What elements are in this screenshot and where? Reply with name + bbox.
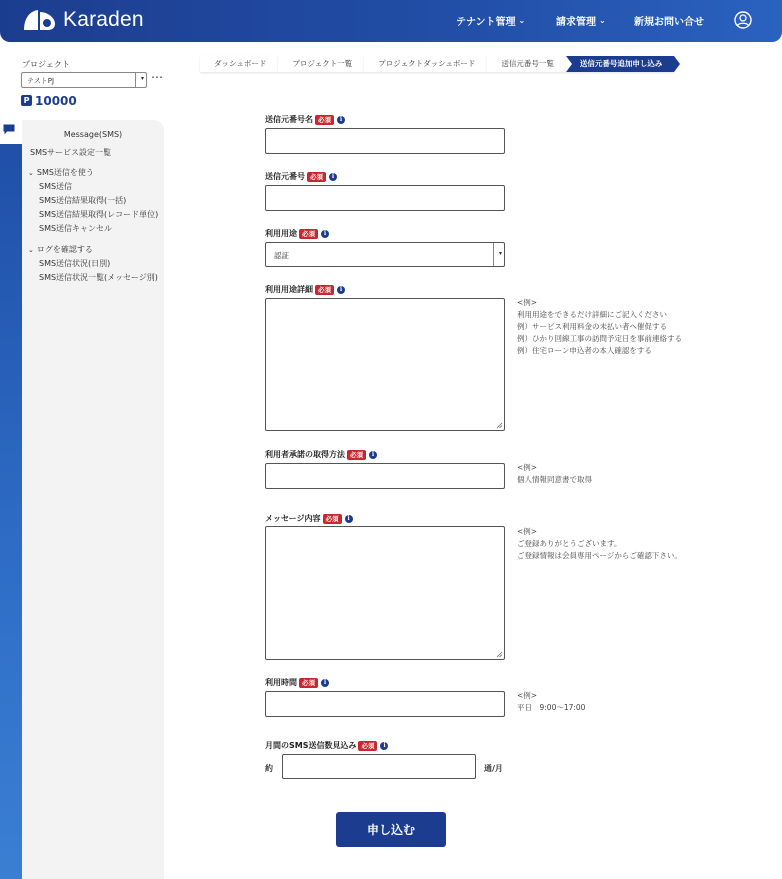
sender-number-label (265, 171, 337, 182)
info-icon[interactable]: i (337, 116, 345, 124)
field-label: 利用用途詳細 (265, 285, 313, 294)
select-divider (493, 243, 494, 266)
karaden-logo[interactable] (22, 8, 144, 32)
monthly-volume-prefix: 約 (265, 764, 273, 773)
chevron-down-icon: ⌄ (28, 169, 34, 177)
nav-label: 新規お問い合せ (634, 17, 704, 28)
menu-sms-send[interactable]: SMS送信 (39, 182, 73, 191)
breadcrumb-project-dashboard[interactable]: プロジェクトダッシュボード (364, 56, 487, 72)
example-line: ご登録ありがとうございます。 (517, 539, 622, 548)
project-select[interactable] (21, 72, 147, 88)
left-icon-strip (0, 120, 22, 879)
example-line: 例）住宅ローン申込者の本人確認をする (517, 346, 652, 355)
required-badge: 必須 (347, 450, 366, 460)
usage-time-label (265, 677, 329, 688)
purpose-detail-example (517, 297, 682, 357)
example-line: <例> (517, 298, 538, 307)
menu-sms-result-bulk[interactable]: SMS送信結果取得(一括) (39, 196, 127, 205)
field-label: 利用時間 (265, 678, 297, 687)
consent-method-example (517, 462, 592, 486)
example-line: 利用用途をできるだけ詳細にご記入ください (517, 310, 667, 319)
nav-label: テナント管理 (456, 17, 516, 28)
required-badge: 必須 (315, 115, 334, 125)
caret-down-icon: ▾ (498, 250, 502, 257)
field-label: 利用者承諾の取得方法 (265, 450, 345, 459)
project-select-value: テストPJ (27, 77, 55, 85)
side-menu (22, 120, 164, 879)
consent-method-label (265, 449, 377, 460)
purpose-detail-label (265, 284, 345, 295)
nav-new-inquiry[interactable] (634, 13, 704, 28)
message-example (517, 526, 682, 562)
purpose-select-value: 認証 (274, 251, 289, 260)
menu-sms-result-record[interactable]: SMS送信結果取得(レコード単位) (39, 210, 159, 219)
example-line: 例）ひかり回線工事の訪問予定日を事前連絡する (517, 334, 682, 343)
example-line: <例> (517, 463, 538, 472)
point-icon: P (21, 95, 32, 106)
point-balance: 10000 (35, 94, 77, 108)
field-label: 利用用途 (265, 229, 297, 238)
monthly-volume-input[interactable] (282, 754, 476, 779)
sender-name-input[interactable] (265, 128, 505, 154)
example-line: <例> (517, 527, 538, 536)
menu-sms-status-by-message[interactable]: SMS送信状況一覧(メッセージ別) (39, 273, 158, 282)
example-line: 平日 9:00〜17:00 (517, 703, 586, 712)
chevron-down-icon: ⌄ (28, 246, 34, 254)
sender-number-input[interactable] (265, 185, 505, 211)
menu-group-label: SMS送信を使う (36, 168, 94, 177)
field-label: 月間のSMS送信数見込み (265, 741, 357, 750)
field-label: 送信元番号名 (265, 115, 313, 124)
project-label: プロジェクト (22, 60, 70, 69)
menu-sms-cancel[interactable]: SMS送信キャンセル (39, 224, 113, 233)
example-line: ご登録情報は会員専用ページからご確認下さい。 (517, 551, 682, 560)
info-icon[interactable]: i (369, 451, 377, 459)
monthly-volume-unit: 通/月 (484, 764, 503, 773)
nav-billing-management[interactable] (556, 13, 606, 28)
top-header (0, 0, 782, 42)
message-label (265, 513, 353, 524)
required-badge: 必須 (358, 741, 377, 751)
nav-label: 請求管理 (556, 17, 596, 28)
info-icon[interactable]: i (345, 515, 353, 523)
monthly-volume-label (265, 740, 388, 751)
breadcrumb-project-list[interactable]: プロジェクト一覧 (278, 56, 364, 72)
menu-group-use-sms[interactable] (28, 167, 94, 178)
message-textarea[interactable] (265, 526, 505, 660)
field-label: 送信元番号 (265, 172, 305, 181)
project-more-button[interactable]: ⋯ (151, 70, 164, 84)
breadcrumb-sender-number-list[interactable]: 送信元番号一覧 (487, 56, 566, 72)
usage-time-input[interactable] (265, 691, 505, 717)
required-badge: 必須 (299, 229, 318, 239)
select-divider (135, 73, 136, 87)
submit-button[interactable]: 申し込む (336, 812, 446, 847)
required-badge: 必須 (299, 678, 318, 688)
karaden-logo-icon (22, 8, 58, 32)
consent-method-input[interactable] (265, 463, 505, 489)
purpose-label (265, 228, 329, 239)
usage-time-example (517, 690, 585, 714)
menu-group-label: ログを確認する (36, 245, 93, 254)
side-menu-title: Message(SMS) (63, 130, 123, 139)
info-icon[interactable]: i (321, 230, 329, 238)
field-label: メッセージ内容 (265, 514, 321, 523)
nav-tenant-management[interactable] (456, 13, 525, 28)
info-icon[interactable]: i (337, 286, 345, 294)
required-badge: 必須 (315, 285, 334, 295)
user-circle-icon[interactable] (734, 11, 752, 29)
chevron-down-icon: ⌄ (599, 16, 606, 25)
logo-text: Karaden (63, 8, 144, 31)
breadcrumb (200, 56, 674, 72)
menu-group-check-logs[interactable] (28, 244, 93, 255)
example-line: 例）サービス利用料金の未払い者へ催促する (517, 322, 667, 331)
info-icon[interactable]: i (329, 173, 337, 181)
breadcrumb-current-page: 送信元番号追加申し込み (566, 56, 675, 72)
resize-grip-icon[interactable] (496, 422, 503, 429)
purpose-detail-textarea[interactable] (265, 298, 505, 431)
example-line: <例> (517, 691, 538, 700)
info-icon[interactable]: i (321, 679, 329, 687)
sender-name-label (265, 114, 345, 125)
chat-bubble-icon[interactable] (3, 124, 15, 135)
caret-down-icon: ▾ (140, 75, 144, 82)
menu-sms-status-daily[interactable]: SMS送信状況(日別) (39, 259, 111, 268)
purpose-select[interactable] (265, 242, 505, 267)
breadcrumb-dashboard[interactable]: ダッシュボード (200, 56, 278, 72)
required-badge: 必須 (307, 172, 326, 182)
required-badge: 必須 (323, 514, 342, 524)
resize-grip-icon[interactable] (496, 651, 503, 658)
info-icon[interactable]: i (380, 742, 388, 750)
example-line: 個人情報同意書で取得 (517, 475, 592, 484)
chevron-down-icon: ⌄ (518, 16, 526, 25)
menu-sms-service-settings[interactable]: SMSサービス設定一覧 (30, 148, 112, 157)
